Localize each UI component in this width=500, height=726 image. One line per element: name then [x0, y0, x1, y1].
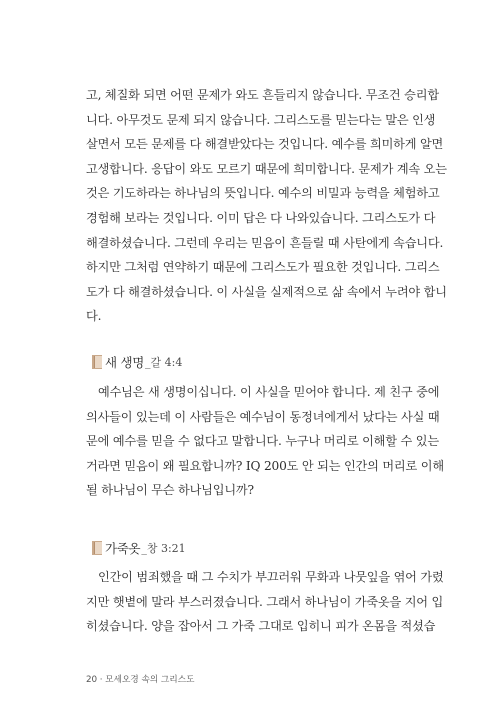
section-reference: _창 3:21 — [141, 542, 186, 555]
text-line: 히셨습니다. 양을 잡아서 그 가죽 그대로 입히니 피가 온몸을 적셨습 — [86, 619, 436, 634]
section-title: 새 생명 — [105, 355, 144, 370]
page-footer: 20 · 모세오경 속의 그리스도 — [86, 675, 195, 685]
text-line: 살면서 모든 문제를 다 해결받았다는 것입니다. 예수를 희미하게 알면 — [86, 137, 444, 152]
text-line: 지만 햇볕에 말라 부스러졌습니다. 그래서 하나님이 가죽옷을 지어 입 — [86, 594, 444, 609]
text-line: 도가 다 해결하셨습니다. 이 사실을 실제적으로 삶 속에서 누려야 합니 — [86, 284, 447, 299]
text-line: 해결하셨습니다. 그런데 우리는 믿음이 흔들릴 때 사탄에게 속습니다. — [86, 235, 444, 250]
text-line: 니다. 아무것도 문제 되지 않습니다. 그리스도를 믿는다는 말은 인생 — [86, 112, 436, 127]
book-icon — [92, 541, 102, 555]
text-line: 다. — [86, 309, 102, 324]
section-body-new-life — [86, 380, 444, 503]
text-line: 경험해 보라는 것입니다. 이미 답은 다 나와있습니다. 그리스도가 다 — [86, 210, 436, 225]
text-line: 예수님은 새 생명이십니다. 이 사실을 믿어야 합니다. 제 친구 중에 — [98, 385, 440, 399]
text-line: 것은 기도하라는 하나님의 뜻입니다. 예수의 비밀과 능력을 체험하고 — [86, 186, 440, 201]
text-line: 문에 예수를 믿을 수 없다고 말합니다. 누구나 머리로 이해할 수 있는 — [86, 434, 439, 449]
text-line: 인간이 범죄했을 때 그 수치가 부끄러워 무화과 나뭇잎을 엮어 가렸 — [98, 570, 444, 584]
section-heading-leather-garment — [92, 538, 186, 558]
text-line: 될 하나님이 무슨 하나님입니까? — [86, 483, 254, 498]
section-reference: _갈 4:4 — [145, 356, 183, 369]
text-line: 고생합니다. 응답이 와도 모르기 때문에 희미합니다. 문제가 계속 오는 — [86, 161, 447, 176]
section-body-leather-garment — [86, 565, 444, 639]
book-icon — [92, 355, 102, 369]
paragraph-1 — [86, 83, 447, 329]
text-line: 거라면 믿음이 왜 필요합니까? IQ 200도 안 되는 인간의 머리로 이해 — [86, 458, 444, 473]
section-title: 가죽옷 — [105, 541, 141, 556]
text-line: 고, 체질화 되면 어떤 문제가 와도 흔들리지 않습니다. 무조건 승리합 — [86, 88, 439, 102]
section-heading-new-life — [92, 352, 182, 372]
text-line: 하지만 그처럼 연약하기 때문에 그리스도가 필요한 것입니다. 그리스 — [86, 260, 440, 275]
text-line: 의사들이 있는데 이 사람들은 예수님이 동정녀에게서 났다는 사실 때 — [86, 409, 440, 424]
